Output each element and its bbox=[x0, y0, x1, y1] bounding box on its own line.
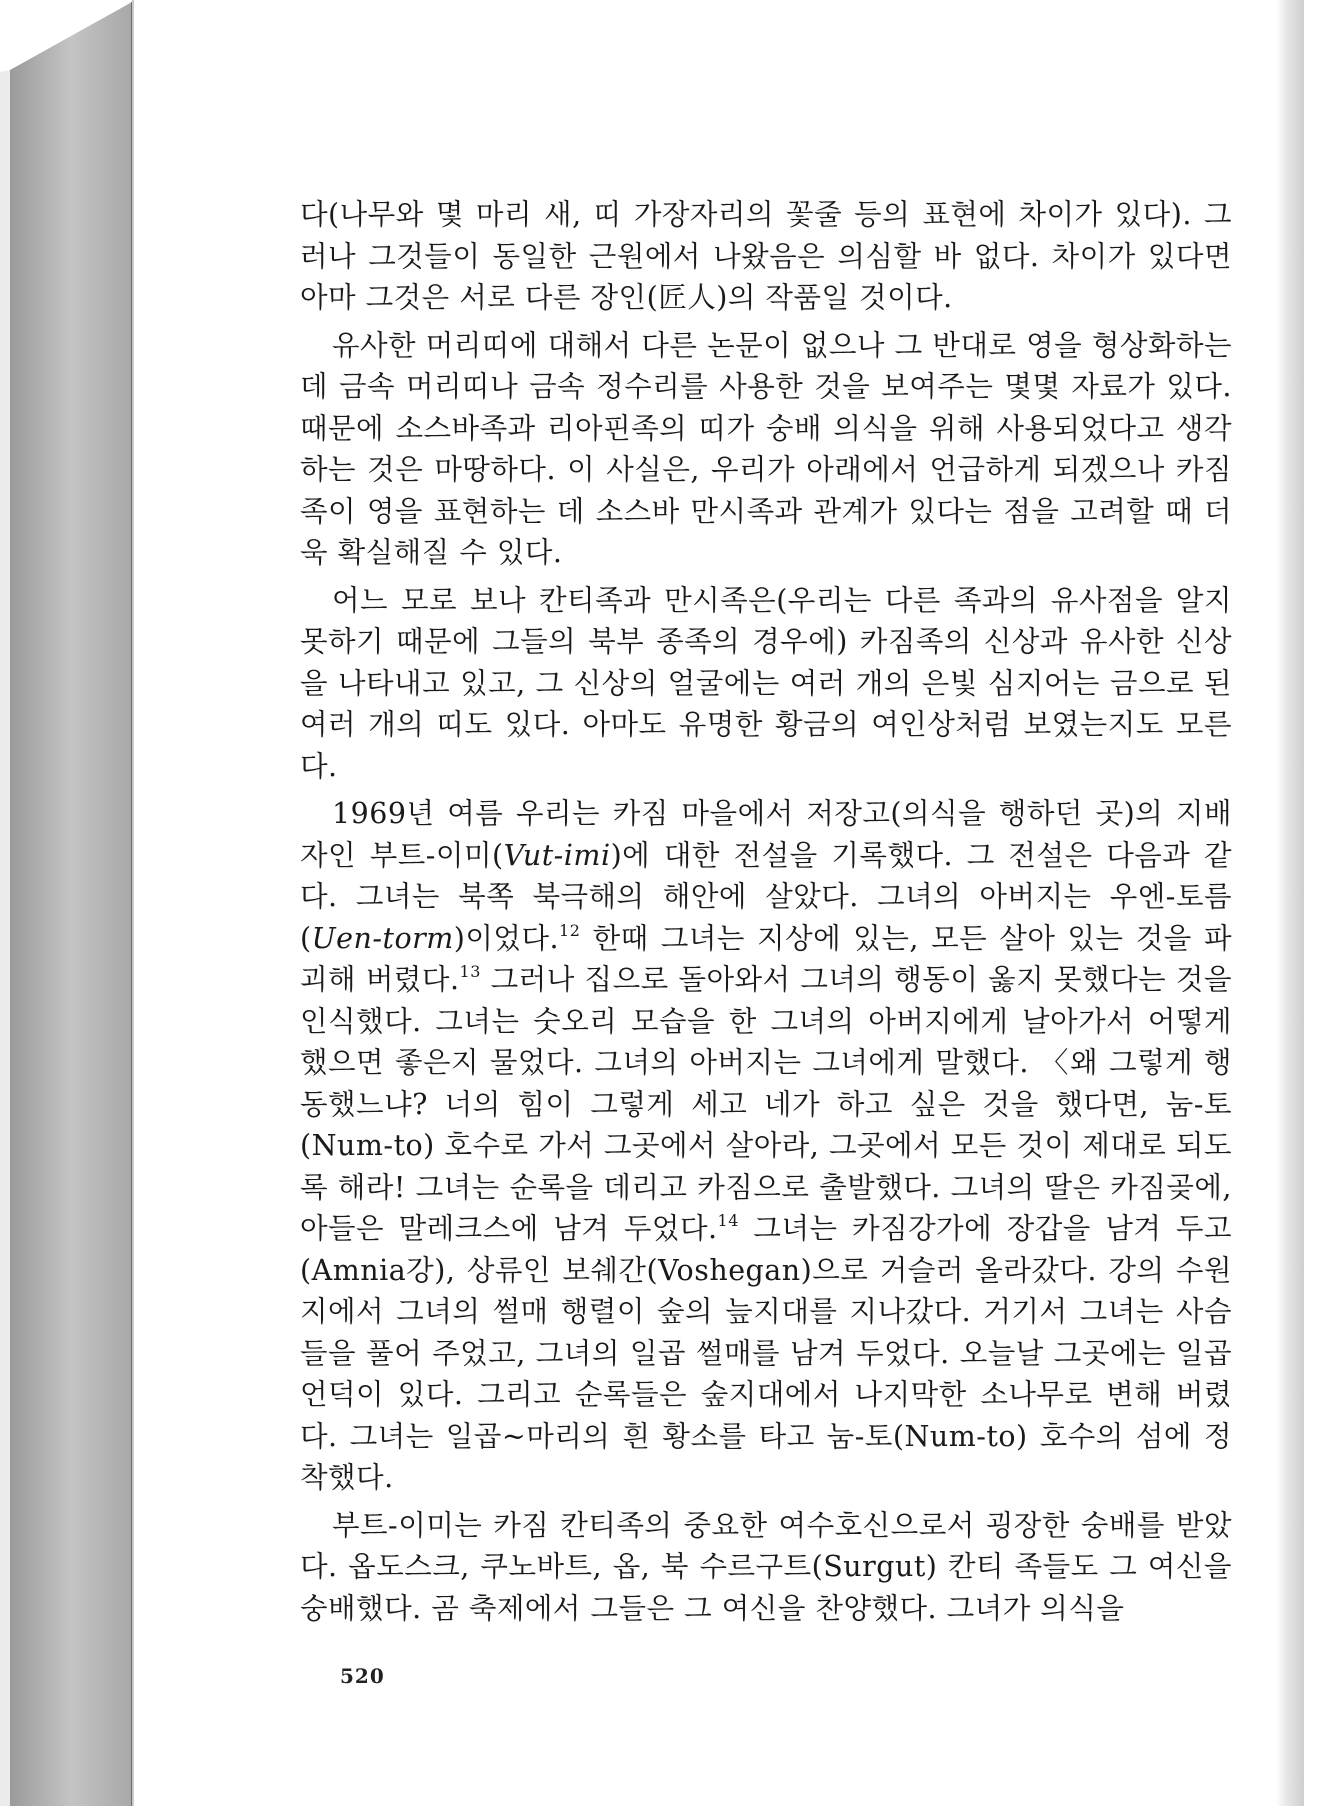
paragraph-3: 어느 모로 보나 칸티족과 만시족은(우리는 다른 족과의 유사점을 알지 못하기 때문에 그들의 북부 종족의 경우에) 카짐족의 신상과 유사한 신상을 나타내고 있고, 그 신상의 얼굴에는 여러 개의 은빛 심지어는 금으로 된 여러 개의 띠도 있다. 아마도 유명한 황금의 여인상처럼 보였는지도 모른다. bbox=[300, 583, 1232, 783]
footnote-ref-12: 12 bbox=[559, 920, 581, 940]
paragraph-2: 유사한 머리띠에 대해서 다른 논문이 없으나 그 반대로 영을 형상화하는 데 금속 머리띠나 금속 정수리를 사용한 것을 보여주는 몇몇 자료가 있다. 때문에 소스바족과 리아핀족의 띠가 숭배 의식을 위해 사용되었다고 생각하는 것은 마땅하다. 이 사실은, 우리가 아래에서 언급하게 되겠으나 카짐족이 영을 표현하는 데 소스바 만시족과 관계가 있다는 점을 고려할 때 더욱 확실해질 수 있다. bbox=[300, 328, 1232, 569]
book-spine bbox=[0, 0, 140, 1806]
page-number: 520 bbox=[340, 1664, 385, 1688]
vut-imi-italic: Vut-imi bbox=[503, 838, 611, 872]
p4-text-e: 그러나 집으로 돌아와서 그녀의 행동이 옳지 못했다는 것을 인식했다. 그녀는 숫오리 모습을 한 그녀의 아버지에게 날아가서 어떻게 했으면 좋은지 물었다. 그녀의 아버지는 그녀에게 말했다. 〈왜 그렇게 행동했느냐? 너의 힘이 그렇게 세고 네가 하고 싶은 것을 했다면, 눔-토(Num-to) 호수로 가서 그곳에서 살아라, 그곳에서 모든 것이 제대로 되도록 해라! 그녀는 순록을 데리고 카짐으로 출발했다. 그녀의 딸은 카짐곶에, 아들은 말레크스에 남겨 두었다. bbox=[300, 963, 1232, 1245]
p4-text-b: )에 대한 전설을 기록했다. 그 전설은 다음과 같다. 그녀는 북쪽 북극해의 해안에 살았다. 그녀의 아버지는 우엔-토름( bbox=[300, 838, 1232, 955]
p4-text-d: 한때 그녀는 지상에 있는, 모든 살아 있는 것을 파괴해 버렸다. bbox=[300, 921, 1232, 996]
paragraph-5: 부트-이미는 카짐 칸티족의 중요한 여수호신으로서 굉장한 숭배를 받았다. 옵도스크, 쿠노바트, 옵, 북 수르구트(Surgut) 칸티 족들도 그 여신을 숭배했다. 곰 축제에서 그들은 그 여신을 찬양했다. 그녀가 의식을 bbox=[300, 1508, 1232, 1625]
footnote-ref-13: 13 bbox=[459, 962, 481, 981]
page-body-text bbox=[300, 194, 1232, 1635]
page-edge-shadow bbox=[1276, 0, 1304, 1806]
p4-text-a: 1969년 여름 우리는 카짐 마을에서 저장고(의식을 행하던 곳)의 지배자인 부트-이미( bbox=[300, 797, 1232, 872]
paragraph-4-legend bbox=[300, 793, 1232, 1499]
p4-text-f: 그녀는 카짐강가에 장갑을 남겨 두고(Amnia강), 상류인 보쉐간(Voshegan)으로 거슬러 올라갔다. 강의 수원지에서 그녀의 썰매 행렬이 숲의 늪지대를 지나갔다. 거기서 그녀는 사슴들을 풀어 주었고, 그녀의 일곱 썰매를 남겨 두었다. 오늘날 그곳에는 일곱 언덕이 있다. 그리고 순록들은 숲지대에서 나지막한 소나무로 변해 버렸다. 그녀는 일곱~마리의 흰 황소를 타고 눔-토(Num-to) 호수의 섬에 정착했다. bbox=[300, 1212, 1232, 1494]
footnote-ref-14: 14 bbox=[717, 1211, 739, 1230]
paragraph-1: 다(나무와 몇 마리 새, 띠 가장자리의 꽃줄 등의 표현에 차이가 있다). 그러나 그것들이 동일한 근원에서 나왔음은 의심할 바 없다. 차이가 있다면 아마 그것은 서로 다른 장인(匠人)의 작품일 것이다. bbox=[300, 198, 1232, 314]
p4-text-c: )이었다. bbox=[453, 921, 560, 955]
uen-torm-italic: Uen-torm bbox=[311, 921, 454, 955]
